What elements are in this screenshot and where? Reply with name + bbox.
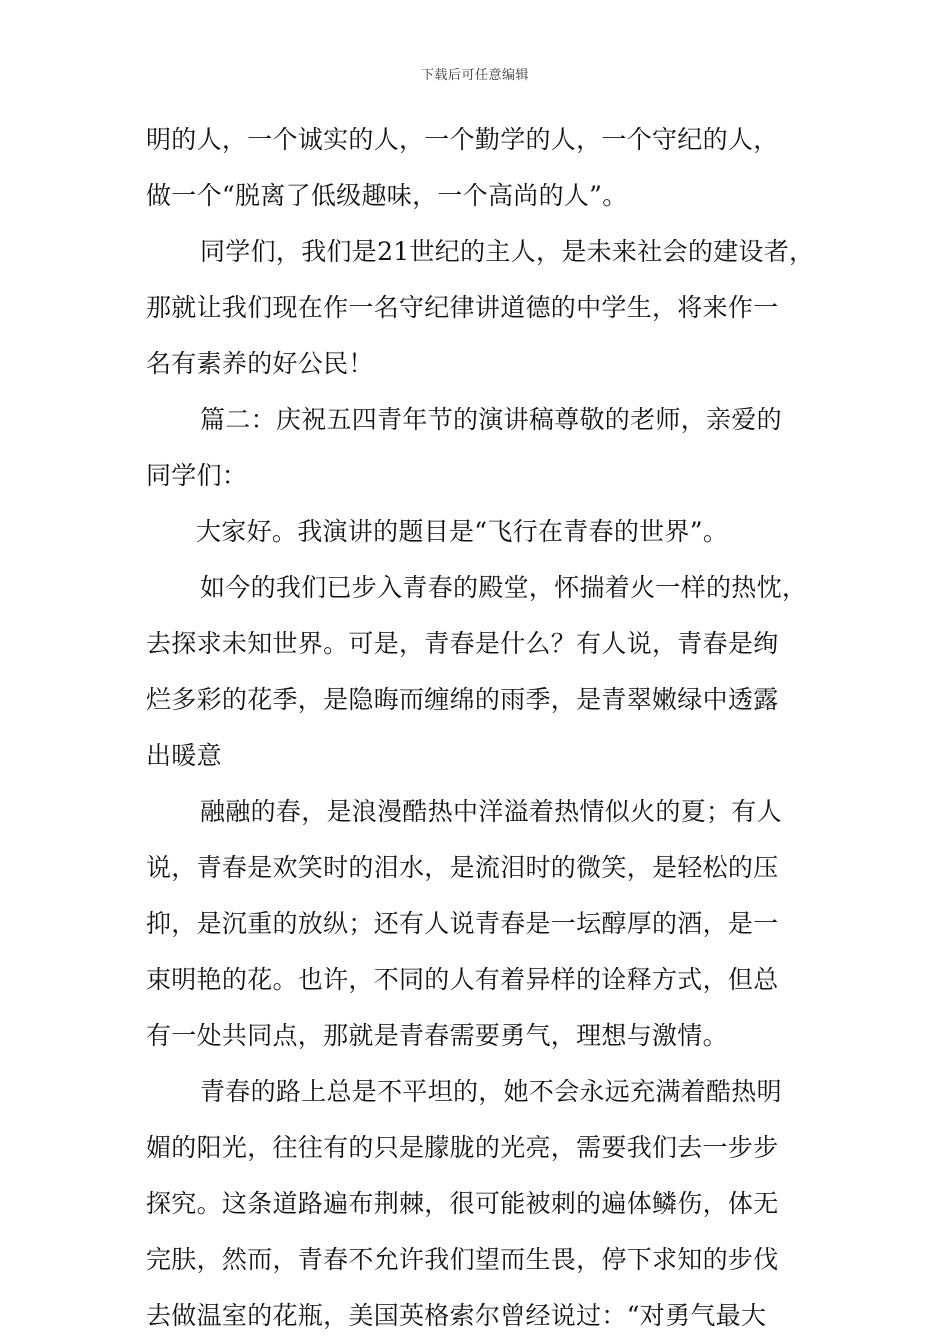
text-line: 烂多彩的花季，是隐晦而缠绵的雨季，是青翠嫩绿中透露	[146, 685, 779, 714]
paragraph-start-line: 同学们，我们是21世纪的主人，是未来社会的建设者，	[200, 237, 815, 266]
text-line: 完肤，然而，青春不允许我们望而生畏，停下求知的步伐	[146, 1245, 779, 1274]
paragraph-start-line: 如今的我们已步入青春的殿堂，怀揣着火一样的热忱，	[200, 573, 808, 602]
text-line: 同学们：	[146, 461, 248, 490]
page-header: 下载后可任意编辑	[420, 68, 529, 83]
text-line: 抑，是沉重的放纵；还有人说青春是一坛醇厚的酒，是一	[146, 909, 779, 938]
text-line: 束明艳的花。也许，不同的人有着异样的诠释方式，但总	[146, 965, 779, 994]
text-line: 明的人，一个诚实的人，一个勤学的人，一个守纪的人，	[146, 125, 779, 154]
text-line: 名有素养的好公民！	[146, 349, 374, 378]
text-line: 媚的阳光，往往有的只是朦胧的光亮，需要我们去一步步	[146, 1133, 779, 1162]
paragraph-start-line: 融融的春，是浪漫酷热中洋溢着热情似火的夏；有人	[200, 797, 782, 826]
text-line: 说，青春是欢笑时的泪水，是流泪时的微笑，是轻松的压	[146, 853, 779, 882]
text-line: 有一处共同点，那就是青春需要勇气，理想与激情。	[146, 1021, 728, 1050]
text-line: 去做温室的花瓶，美国英格索尔曾经说过：“对勇气最大	[146, 1301, 767, 1330]
paragraph-start-line: 大家好。我演讲的题目是“飞行在青春的世界”。	[196, 517, 729, 546]
text-line: 那就让我们现在作一名守纪律讲道德的中学生，将来作一	[146, 293, 779, 322]
section-heading-line: 篇二：庆祝五四青年节的演讲稿尊敬的老师，亲爱的	[200, 405, 782, 434]
text-line: 去探求未知世界。可是，青春是什么？有人说，青春是绚	[146, 629, 779, 658]
document-body	[146, 122, 816, 1334]
text-line: 做一个“脱离了低级趣味，一个高尚的人”。	[146, 181, 628, 210]
text-line: 探究。这条道路遍布荆棘，很可能被刺的遍体鳞伤，体无	[146, 1189, 779, 1218]
paragraph-start-line: 青春的路上总是不平坦的，她不会永远充满着酷热明	[200, 1077, 782, 1106]
text-line: 出暖意	[146, 741, 222, 770]
